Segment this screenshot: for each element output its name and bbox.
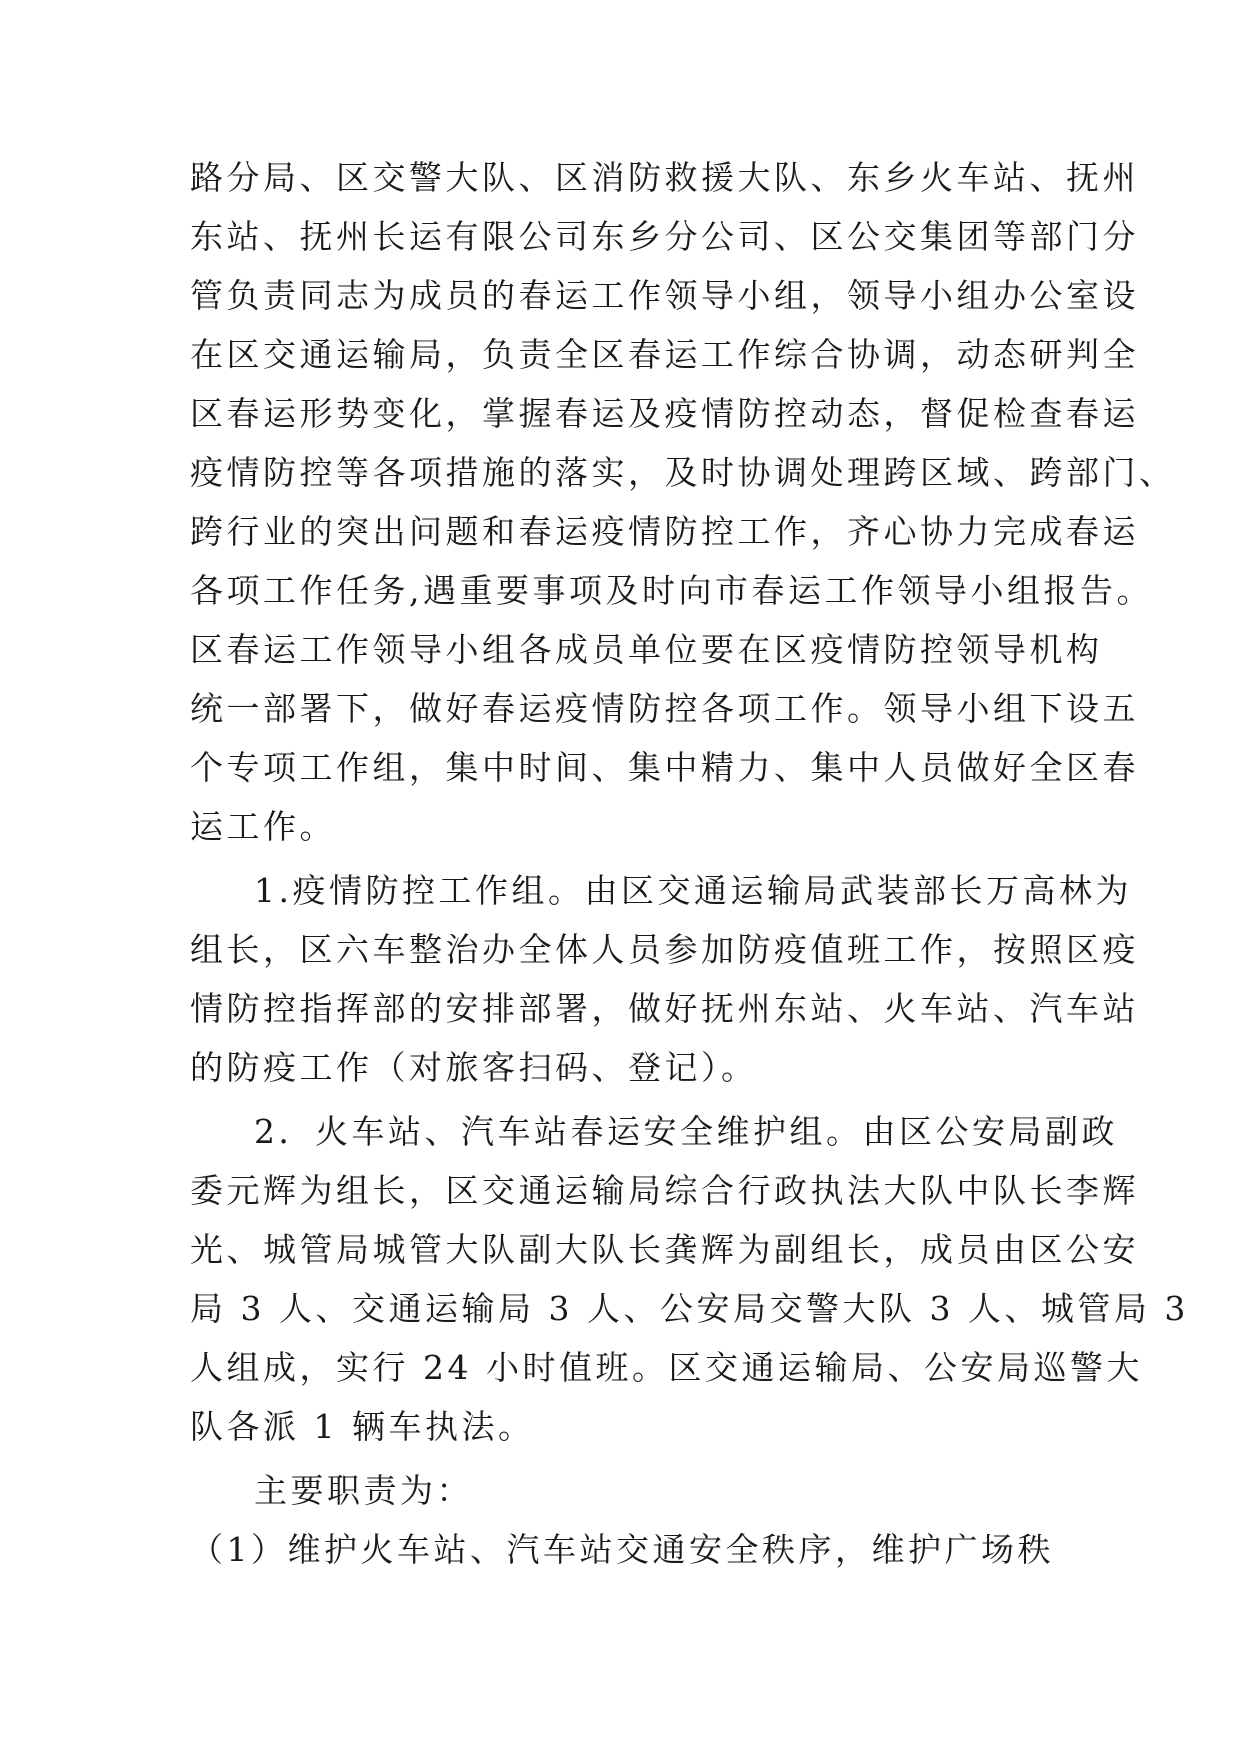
text-line: 光、城管局城管大队副大队长龚辉为副组长，成员由区公安 (190, 1230, 1139, 1269)
text-line: 东站、抚州长运有限公司东乡分公司、区公交集团等部门分 (190, 217, 1139, 256)
text-line: 个专项工作组，集中时间、集中精力、集中人员做好全区春 (190, 748, 1139, 787)
paragraph-heading-1: 1.疫情防控工作组。由区交通运输局武装部长万高林为 (254, 871, 1132, 910)
text-line: 区春运工作领导小组各成员单位要在区疫情防控领导机构 (190, 630, 1103, 669)
text-line: 人组成，实行 24 小时值班。区交通运输局、公安局巡警大 (190, 1348, 1143, 1387)
text-line: 组长，区六车整治办全体人员参加防疫值班工作，按照区疫 (190, 930, 1139, 969)
text-line: 路分局、区交警大队、区消防救援大队、东乡火车站、抚州 (190, 158, 1139, 197)
text-line: 区春运形势变化，掌握春运及疫情防控动态，督促检查春运 (190, 394, 1139, 433)
text-line: 局 3 人、交通运输局 3 人、公安局交警大队 3 人、城管局 3 (190, 1289, 1189, 1328)
text-line: 情防控指挥部的安排部署，做好抚州东站、火车站、汽车站 (190, 989, 1139, 1028)
text-line: 队各派 1 辆车执法。 (190, 1407, 535, 1446)
text-line: 各项工作任务,遇重要事项及时向市春运工作领导小组报告。 (190, 571, 1153, 610)
text-line: 跨行业的突出问题和春运疫情防控工作，齐心协力完成春运 (190, 512, 1139, 551)
text-line: 疫情防控等各项措施的落实，及时协调处理跨区域、跨部门、 (190, 453, 1176, 492)
text-line: 在区交通运输局，负责全区春运工作综合协调，动态研判全 (190, 335, 1139, 374)
duties-heading: 主要职责为： (254, 1471, 473, 1510)
text-line: 管负责同志为成员的春运工作领导小组，领导小组办公室设 (190, 276, 1139, 315)
duty-item-1: （1）维护火车站、汽车站交通安全秩序，维护广场秩 (190, 1530, 1054, 1569)
text-line: 统一部署下，做好春运疫情防控各项工作。领导小组下设五 (190, 689, 1139, 728)
text-line: 的防疫工作（对旅客扫码、登记）。 (190, 1048, 758, 1087)
paragraph-heading-2: 2．火车站、汽车站春运安全维护组。由区公安局副政 (254, 1112, 1118, 1151)
text-line: 运工作。 (190, 807, 336, 846)
text-line: 委元辉为组长，区交通运输局综合行政执法大队中队长李辉 (190, 1171, 1139, 1210)
